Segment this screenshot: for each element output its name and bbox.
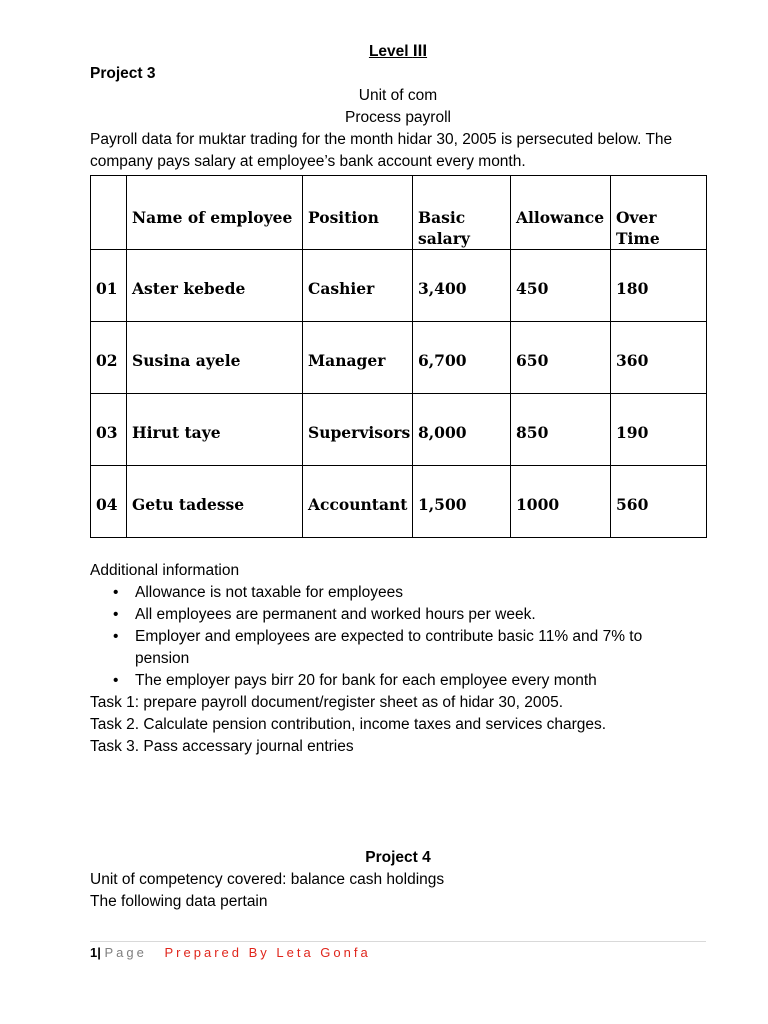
row-position: Accountant [303, 466, 413, 538]
process-line: Process payroll [345, 109, 451, 126]
additional-info-title: Additional information [90, 562, 240, 579]
project-4-line-2: The following data pertain [90, 893, 268, 910]
level-label: Level [368, 43, 413, 60]
unit-line: Unit of com [358, 87, 438, 104]
table-row [91, 394, 707, 466]
page-word: Page [104, 945, 147, 960]
project-3-title: Project 3 [90, 65, 156, 82]
spacer [90, 758, 706, 847]
list-item [135, 626, 706, 670]
list-item: • All employees are permanent and worked hours per week. [135, 604, 706, 626]
row-id: 03 [91, 394, 127, 466]
row-position: Cashier [303, 250, 413, 322]
header-cell-name: Name of employee [127, 176, 303, 250]
payroll-table [90, 175, 707, 538]
row-name: Hirut taye [127, 394, 303, 466]
task-2: Task 2. Calculate pension contribution, income taxes and services charges. [90, 716, 607, 733]
table-row [91, 322, 707, 394]
footer-bar: | [97, 945, 101, 960]
list-item-line: pension [135, 650, 190, 667]
row-basic-salary: 3,400 [413, 250, 511, 322]
level-roman: III [412, 41, 428, 60]
row-allowance: 450 [511, 250, 611, 322]
row-basic-salary: 6,700 [413, 322, 511, 394]
list-item: • The employer pays birr 20 for bank for each employee every month [135, 670, 706, 692]
row-position: Supervisors [303, 394, 413, 466]
header-cell-overtime: Over Time [611, 176, 707, 250]
row-basic-salary: 1,500 [413, 466, 511, 538]
project-4-title: Project 4 [365, 849, 431, 866]
row-overtime: 180 [611, 250, 707, 322]
row-id: 01 [91, 250, 127, 322]
row-overtime: 560 [611, 466, 707, 538]
task-3: Task 3. Pass accessary journal entries [90, 738, 354, 755]
intro-line-1: Payroll data for muktar trading for the month hidar 30, 2005 is persecuted below. The [90, 131, 673, 148]
prepared-by: Prepared By Leta Gonfa [164, 945, 371, 960]
project-4-line-1: Unit of competency covered: balance cash holdings [90, 871, 445, 888]
header-cell-id [91, 176, 127, 250]
row-name: Susina ayele [127, 322, 303, 394]
header-cell-basic-salary: Basic salary [413, 176, 511, 250]
row-position: Manager [303, 322, 413, 394]
table-header-row [91, 176, 707, 250]
list-item-line: Employer and employees are expected to contribute basic 11% and 7% to [135, 628, 643, 645]
row-basic-salary: 8,000 [413, 394, 511, 466]
row-overtime: 360 [611, 322, 707, 394]
row-id: 02 [91, 322, 127, 394]
row-overtime: 190 [611, 394, 707, 466]
level-heading [90, 40, 706, 63]
page-footer [90, 941, 706, 962]
list-item: • Allowance is not taxable for employees [135, 582, 706, 604]
table-row [91, 250, 707, 322]
row-allowance: 650 [511, 322, 611, 394]
header-cell-allowance: Allowance [511, 176, 611, 250]
additional-info-list [90, 582, 706, 692]
page-number: 1 [90, 945, 98, 960]
task-1: Task 1: prepare payroll document/register sheet as of hidar 30, 2005. [90, 694, 564, 711]
row-name: Aster kebede [127, 250, 303, 322]
row-allowance: 850 [511, 394, 611, 466]
row-allowance: 1000 [511, 466, 611, 538]
intro-line-2: company pays salary at employee’s bank account every month. [90, 153, 526, 170]
header-cell-position: Position [303, 176, 413, 250]
document-page [90, 40, 706, 913]
table-row [91, 466, 707, 538]
row-name: Getu tadesse [127, 466, 303, 538]
row-id: 04 [91, 466, 127, 538]
